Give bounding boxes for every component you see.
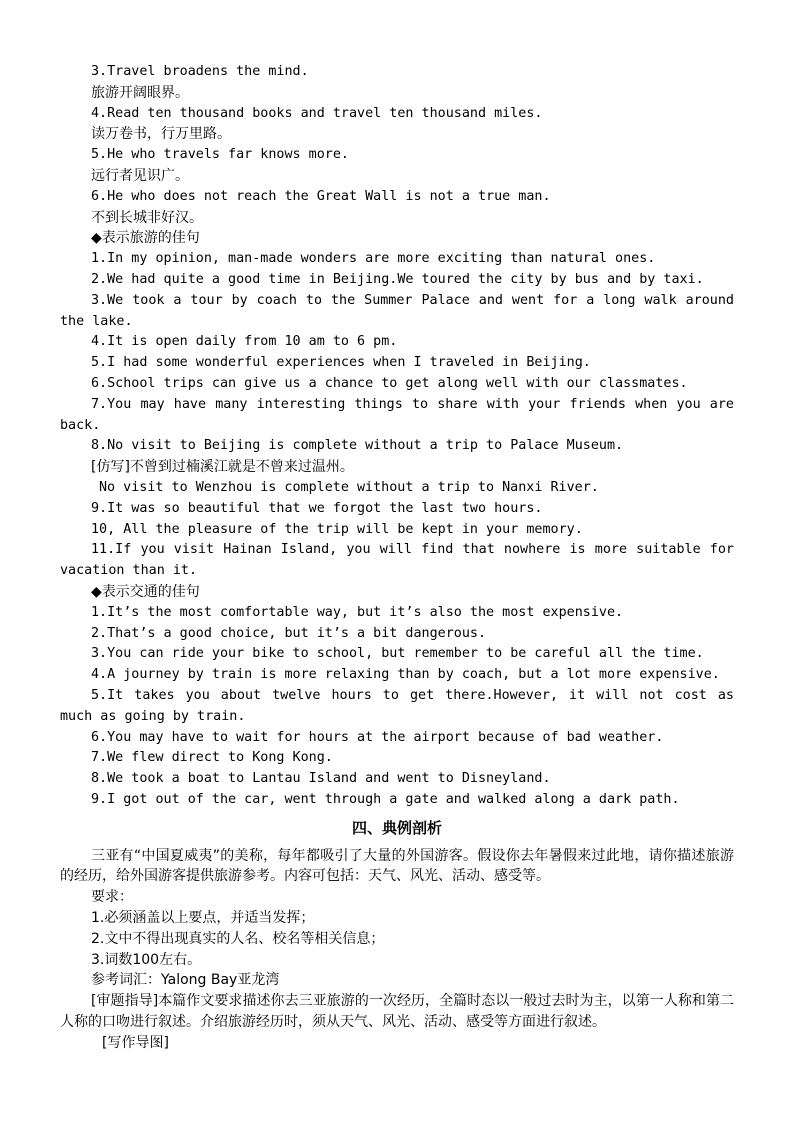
travel-sentence-5: 5.I had some wonderful experiences when I traveled in Beijing. — [91, 355, 591, 371]
proverb-3-cn: 旅游开阔眼界。 — [91, 84, 189, 101]
review-guide: [审题指导]本篇作文要求描述你去三亚旅游的一次经历，全篇时态以一般过去时为主，以第一人称和第二人称的口吻进行叙述。介绍旅游经历时，须从天气、风光、活动、感受等方面进行叙述。 — [60, 993, 734, 1031]
travel-sentence-6: 6.School trips can give us a chance to get along well with our classmates. — [91, 375, 688, 391]
section-title: 四、典例剖析 — [351, 818, 442, 837]
writing-map-label: [写作导图] — [102, 1034, 169, 1051]
proverb-5-cn: 远行者见识广。 — [91, 167, 189, 184]
imitate-en: No visit to Wenzhou is complete without a trip to Nanxi River. — [99, 479, 599, 495]
proverb-3-en: 3.Travel broadens the mind. — [91, 64, 309, 79]
requirements-label: 要求： — [91, 889, 133, 906]
travel-sentence-7: 7.You may have many interesting things to share with your friends when you are back. — [60, 396, 743, 433]
travel-sentence-1: 1.In my opinion, man-made wonders are more exciting than natural ones. — [91, 251, 656, 267]
proverb-5-en: 5.He who travels far knows more. — [91, 147, 349, 163]
proverb-6-cn: 不到长城非好汉。 — [91, 209, 203, 226]
travel-sentence-2: 2.We had quite a good time in Beijing.We toured the city by bus and by taxi. — [91, 271, 704, 287]
travel-sentence-9: 9.It was so beautiful that we forgot the last two hours. — [91, 500, 543, 516]
document-page — [60, 62, 743, 1054]
travel-sentence-3: 3.We took a tour by coach to the Summer Palace and went for a long walk around the lake. — [60, 292, 743, 329]
travel-sentence-10: 10, All the pleasure of the trip will be kept in your memory. — [91, 521, 583, 537]
requirement-2: 2.文中不得出现真实的人名、校名等相关信息； — [91, 930, 385, 947]
example-prompt: 三亚有“中国夏威夷”的美称，每年都吸引了大量的外国游客。假设你去年暑假来过此地，请你描述旅游的经历，给外国游客提供旅游参考。内容可包括：天气、风光、活动、感受等。 — [60, 847, 734, 885]
reference-vocabulary: 参考词汇：Yalong Bay亚龙湾 — [91, 972, 280, 989]
transport-sentence-5: 5.It takes you about twelve hours to get there.However, it will not cost as much as going by train. — [60, 687, 743, 724]
travel-sentence-4: 4.It is open daily from 10 am to 6 pm. — [91, 334, 398, 350]
transport-sentence-3: 3.You can ride your bike to school, but remember to be careful all the time. — [91, 646, 704, 662]
transport-sentence-6: 6.You may have to wait for hours at the airport because of bad weather. — [91, 729, 664, 745]
transport-sentences-heading: ◆表示交通的佳句 — [91, 583, 200, 600]
travel-sentences-heading: ◆表示旅游的佳句 — [91, 230, 200, 247]
proverb-6-en: 6.He who does not reach the Great Wall is not a true man. — [91, 188, 551, 204]
proverb-4-cn: 读万卷书，行万里路。 — [91, 126, 231, 143]
imitate-cn: [仿写]不曾到过楠溪江就是不曾来过温州。 — [91, 459, 354, 476]
transport-sentence-2: 2.That’s a good choice, but it’s a bit dangerous. — [91, 625, 487, 641]
travel-sentence-11: 11.If you visit Hainan Island, you will find that nowhere is more suitable for vacation than it. — [60, 542, 743, 579]
transport-sentence-9: 9.I got out of the car, went through a gate and walked along a dark path. — [91, 791, 680, 807]
transport-sentence-4: 4.A journey by train is more relaxing than by coach, but a lot more expensive. — [91, 667, 720, 683]
transport-sentence-8: 8.We took a boat to Lantau Island and went to Disneyland. — [91, 771, 551, 787]
travel-sentence-8: 8.No visit to Beijing is complete without a trip to Palace Museum. — [91, 438, 624, 454]
proverb-4-en: 4.Read ten thousand books and travel ten thousand miles. — [91, 105, 543, 121]
requirement-1: 1.必须涵盖以上要点，并适当发挥； — [91, 910, 315, 927]
transport-sentence-1: 1.It’s the most comfortable way, but it’s also the most expensive. — [91, 604, 624, 620]
requirement-3: 3.词数100左右。 — [91, 951, 202, 968]
transport-sentence-7: 7.We flew direct to Kong Kong. — [91, 750, 333, 766]
